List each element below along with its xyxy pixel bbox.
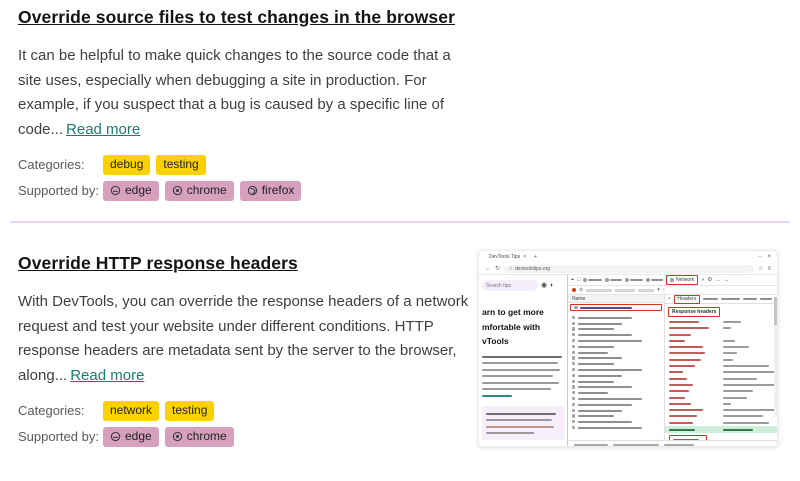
dock-icon: → [723,277,730,283]
response-tab [721,298,740,300]
decor [578,427,642,429]
article-meta [18,155,470,201]
article-meta [18,401,470,447]
category-tags [103,155,206,175]
decor [578,381,614,383]
more-tabs-icon: » [701,277,705,283]
article-divider [10,221,790,223]
decor [578,404,632,406]
edge-icon [110,431,121,442]
selected-request-highlighted [570,304,662,311]
decor [482,362,558,364]
url-field [504,265,754,273]
browser-tag-label: edge [125,428,152,443]
close-panel-icon: × [668,296,671,302]
decor [578,323,622,325]
category-tag-testing[interactable]: testing [165,401,214,421]
site-header [482,280,564,291]
close-icon: × [767,254,771,260]
decor [578,415,614,417]
header-rows [665,319,777,433]
refresh-icon: ↻ [495,266,501,272]
browser-tag-label: chrome [186,182,227,197]
browser-content [479,275,777,447]
decor [610,279,622,281]
search-input: Search tips [482,280,538,291]
caret-icon: ▾ [657,287,660,293]
preview-tab [703,298,718,300]
decor [486,432,534,434]
decor [583,278,587,282]
decor [613,444,659,446]
sort-icon: ↕ [662,287,666,293]
device-icon: □ [577,277,581,283]
devtools-tab [583,278,602,282]
webpage-pane [479,275,567,447]
browser-tag-edge[interactable] [103,427,159,447]
chrome-icon [172,185,183,196]
decor [482,356,562,358]
record-icon [572,288,576,292]
browser-tag-firefox[interactable] [240,181,302,201]
timing-tab [760,298,772,300]
decor [578,363,614,365]
headers-tab-highlighted: Headers [674,295,700,304]
supported-label: Supported by: [18,429,99,445]
new-tab-icon: + [534,254,537,260]
excerpt-text: It can be helpful to make quick changes to the source code that a site uses, especially when debugging a site in production. For example, if you suspect that a bug is caused by a specific line of code... [18,47,451,138]
article-card [18,252,470,447]
theme-toggle-icon: ◐ [550,282,555,289]
browser-tag-label: chrome [186,428,227,443]
favorites-icon: ☆ [758,266,764,272]
article-excerpt [18,44,470,142]
decor [574,306,578,310]
network-tab-highlighted [666,275,698,285]
heading-line: mfortable with [482,321,541,332]
supported-row [18,427,470,447]
decor [482,375,553,377]
devtools-tab [625,278,643,282]
response-headers-label-highlighted: Response headers [668,307,720,317]
browser-tab-bar [479,251,777,263]
modified-header-row [665,426,777,433]
settings-icon: ⚙ [707,277,713,283]
filter-chip [615,289,635,292]
edge-icon [110,185,121,196]
heading-line: vTools [482,336,509,346]
devtools-pane [567,275,777,447]
decor [578,421,632,423]
page-heading [482,305,564,349]
devtools-tab [646,278,663,282]
decor [651,279,663,281]
more-icon: … [715,277,721,283]
decor [482,382,559,384]
devtools-toolbar [568,275,777,286]
initiator-tab [743,298,757,300]
decor [578,340,642,342]
supported-label: Supported by: [18,183,99,199]
clear-icon: ⊘ [579,287,584,293]
decor [482,369,560,371]
decor [664,444,694,446]
decor [486,413,556,415]
decor [482,395,512,397]
category-tag-network[interactable]: network [103,401,159,421]
decor [578,369,642,371]
decor [578,386,632,388]
page-callout-box [482,406,564,440]
scrollbar-thumb [774,297,777,325]
browser-tags [103,427,234,447]
window-controls [758,254,771,260]
category-tag-debug[interactable]: debug [103,155,150,175]
article-excerpt [18,290,470,388]
browser-tab [485,253,530,261]
categories-row [18,401,470,421]
article-card [18,6,470,201]
decor [625,278,629,282]
decor [578,357,622,359]
site-info-icon: ○ [509,265,513,272]
devtools-status-bar [568,440,777,447]
network-main [568,295,777,440]
decor [605,278,609,282]
category-tag-testing[interactable]: testing [156,155,205,175]
decor [482,388,551,390]
categories-label: Categories: [18,403,85,419]
supported-row [18,181,470,201]
filter-input [586,289,612,292]
browser-tags [103,181,301,201]
menu-icon: ≡ [767,265,771,272]
browser-tab-title: DevTools Tips [489,254,521,260]
name-column-header: Name [568,295,664,303]
decor [580,307,632,309]
category-tags [103,401,214,421]
page-paragraph-lines [482,356,564,398]
headers-tab-bar [665,295,777,304]
decor [486,419,552,421]
headers-panel [665,295,777,440]
decor [578,398,642,400]
article-thumbnail[interactable] [478,250,778,447]
url-text: devtoolstips.org [515,265,551,272]
browser-tag-label: edge [125,182,152,197]
read-more-link[interactable]: Read more [70,366,145,384]
github-icon: ◉ [541,282,548,289]
categories-label: Categories: [18,157,85,173]
tab-close-icon: × [523,254,527,260]
decor [486,426,554,428]
decor [630,279,643,281]
decor [578,346,614,348]
decor [574,444,608,446]
request-rows [568,312,664,429]
decor [578,334,632,336]
decor [578,392,608,394]
browser-tag-chrome[interactable] [165,427,234,447]
browser-tag-label: firefox [261,182,295,197]
request-list [568,295,665,440]
categories-row [18,155,470,175]
browser-tag-edge[interactable] [103,181,159,201]
decor [578,410,622,412]
minimize-icon: − [757,254,762,260]
chrome-icon [172,431,183,442]
filter-chip [638,289,654,292]
decor [578,328,614,330]
browser-tag-chrome[interactable] [165,181,234,201]
article-title-link[interactable]: Override HTTP response headers [18,253,298,273]
network-tab-label: Network [675,277,695,283]
excerpt-text: With DevTools, you can override the response headers of a network request and test your website under different conditions. HTTP response headers are metadata sent by the server to the browser, along... [18,293,469,384]
firefox-icon [247,185,258,196]
decor [578,352,608,354]
inspect-icon: ⌖ [571,276,575,283]
decor [588,279,602,281]
decor [646,278,650,282]
read-more-link[interactable]: Read more [66,120,141,138]
back-icon: ← [485,265,491,272]
browser-address-bar [479,263,777,275]
scrollbar [774,297,777,417]
decor [670,278,674,282]
decor [578,317,632,319]
network-controls-bar [568,286,777,295]
heading-line: arn to get more [482,307,544,317]
article-title-link[interactable]: Override source files to test changes in the browser [18,7,456,27]
devtools-tab [605,278,622,282]
decor [578,375,622,377]
